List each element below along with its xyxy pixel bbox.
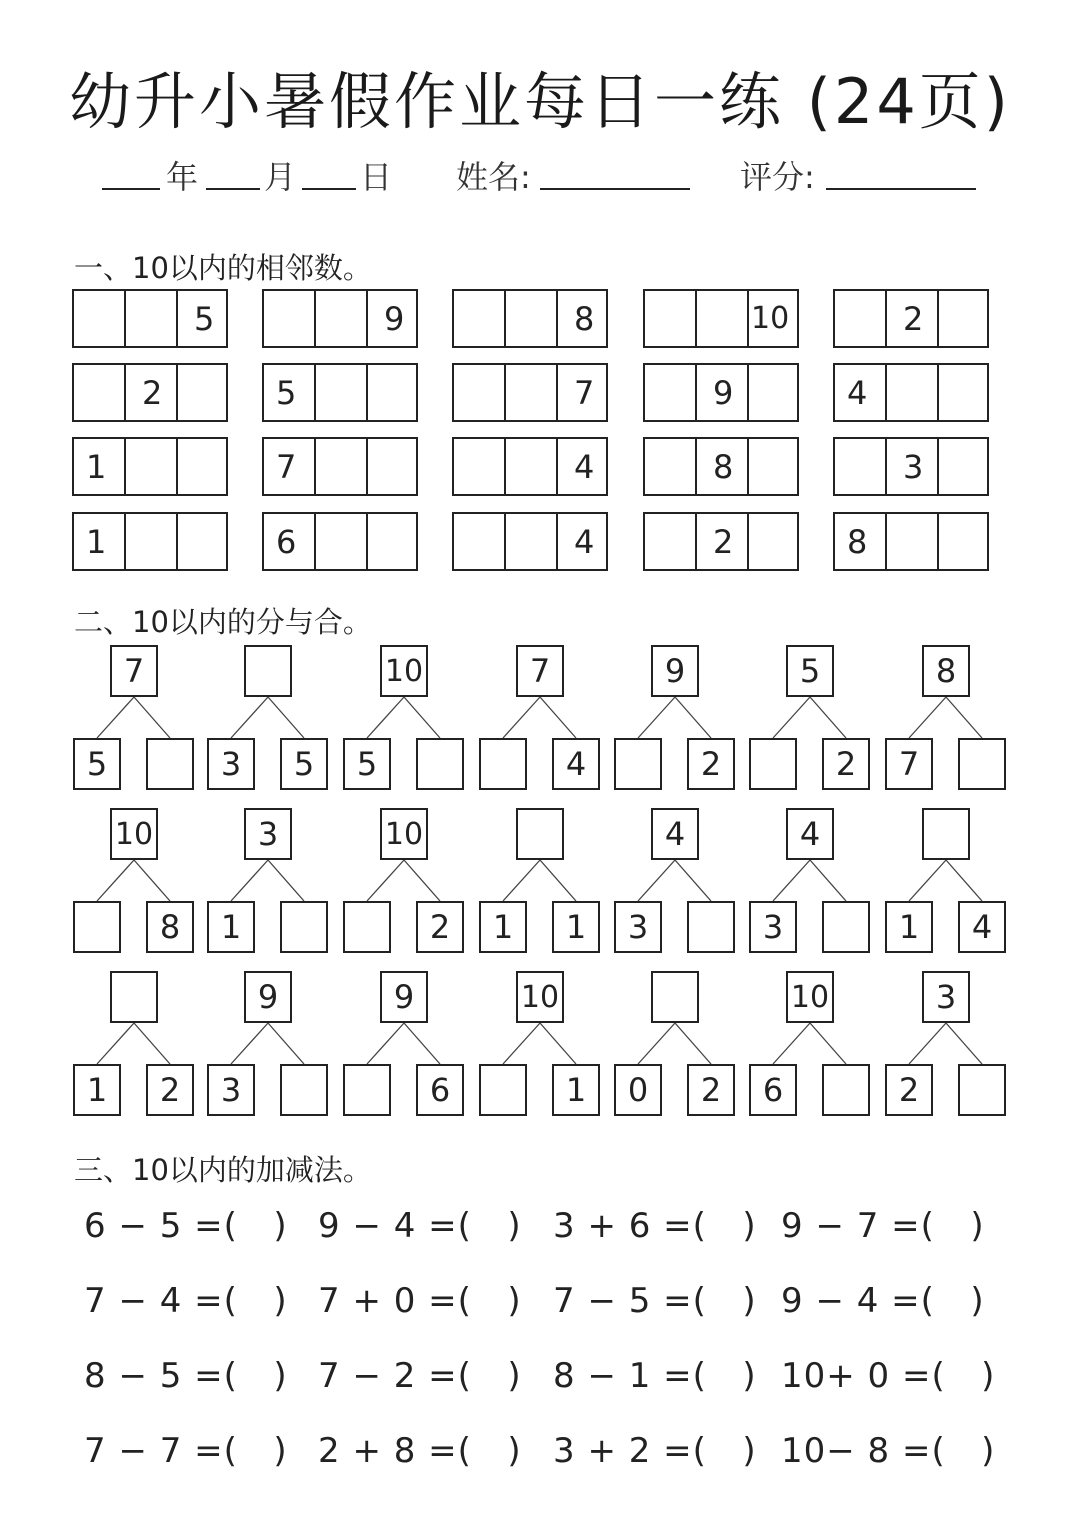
adjacent-cell[interactable]: [314, 365, 366, 420]
equation[interactable]: 9 − 4 =( ): [781, 1281, 985, 1321]
equation[interactable]: 6 − 5 =( ): [84, 1206, 288, 1246]
section-2-heading: 二、10以内的分与合。: [74, 605, 372, 639]
bond-part-left-box: 6: [749, 1064, 797, 1116]
bond-whole-box[interactable]: [244, 645, 292, 697]
adjacent-cell: 4: [847, 373, 868, 412]
equation[interactable]: 2 + 8 =( ): [318, 1431, 522, 1471]
adjacent-strip: [452, 437, 608, 496]
bond-line-right: [134, 697, 170, 738]
bond-whole-box: 9: [380, 971, 428, 1023]
bond-part-right-box[interactable]: [958, 738, 1006, 790]
bond-part-right-box[interactable]: [687, 901, 735, 953]
bond-line-left: [773, 1023, 810, 1064]
bond-line-left: [231, 860, 268, 901]
bond-line-right: [946, 697, 982, 738]
adjacent-strip: [72, 363, 228, 422]
adjacent-cell[interactable]: [72, 291, 124, 346]
bond-part-left-box: 1: [73, 1064, 121, 1116]
bond-line-left: [231, 1023, 268, 1064]
bond-line-left: [909, 697, 946, 738]
adjacent-cell: 1: [86, 522, 107, 561]
adjacent-cell: 7: [556, 365, 608, 420]
bond-part-left-box[interactable]: [479, 738, 527, 790]
equation[interactable]: 8 − 5 =( ): [84, 1356, 288, 1396]
adjacent-cell: 2: [695, 514, 747, 569]
adjacent-cell[interactable]: [643, 439, 695, 494]
adjacent-cell[interactable]: [72, 365, 124, 420]
adjacent-cell: 3: [885, 439, 937, 494]
adjacent-cell[interactable]: [937, 439, 989, 494]
bond-line-left: [97, 697, 134, 738]
bond-whole-box[interactable]: [110, 971, 158, 1023]
bond-line-right: [540, 697, 576, 738]
bond-whole-box: 9: [651, 645, 699, 697]
equation[interactable]: 10− 8 =( ): [781, 1431, 996, 1471]
adjacent-cell: 5: [276, 373, 297, 412]
adjacent-cell[interactable]: [314, 439, 366, 494]
bond-line-right: [675, 697, 711, 738]
bond-line-left: [503, 1023, 540, 1064]
page-title: 幼升小暑假作业每日一练 (24页): [69, 65, 1011, 138]
adjacent-cell: 9: [695, 365, 747, 420]
equation[interactable]: 7 − 7 =( ): [84, 1431, 288, 1471]
adjacent-strip: [833, 437, 989, 496]
bond-whole-box: 4: [786, 808, 834, 860]
bond-part-left-box: 3: [207, 1064, 255, 1116]
adjacent-cell[interactable]: [747, 514, 799, 569]
adjacent-cell[interactable]: [452, 365, 504, 420]
bond-line-left: [231, 697, 268, 738]
adjacent-strip: [452, 363, 608, 422]
bond-part-left-box[interactable]: [479, 1064, 527, 1116]
bond-line-right: [134, 1023, 170, 1064]
bond-whole-box: 8: [922, 645, 970, 697]
bond-part-right-box[interactable]: [280, 901, 328, 953]
adjacent-cell[interactable]: [124, 439, 176, 494]
bond-whole-box: 5: [786, 645, 834, 697]
day-blank: [302, 188, 356, 190]
score-blank: [826, 188, 976, 190]
adjacent-cell[interactable]: [262, 291, 314, 346]
adjacent-strip: [262, 289, 418, 348]
bond-whole-box: 10: [380, 808, 428, 860]
bond-part-left-box[interactable]: [749, 738, 797, 790]
adjacent-cell[interactable]: [452, 514, 504, 569]
bond-line-left: [638, 860, 675, 901]
bond-part-left-box: 3: [749, 901, 797, 953]
bond-line-left: [503, 860, 540, 901]
bond-part-right-box[interactable]: [958, 1064, 1006, 1116]
adjacent-cell[interactable]: [314, 291, 366, 346]
adjacent-cell[interactable]: [504, 291, 556, 346]
bond-part-left-box[interactable]: [343, 1064, 391, 1116]
adjacent-strip: [262, 437, 418, 496]
adjacent-strip: [833, 512, 989, 571]
adjacent-strip: [643, 437, 799, 496]
adjacent-cell[interactable]: [643, 365, 695, 420]
bond-part-left-box: 3: [207, 738, 255, 790]
bond-part-left-box[interactable]: [614, 738, 662, 790]
bond-line-right: [675, 1023, 711, 1064]
adjacent-cell: 8: [847, 522, 868, 561]
bond-part-right-box: 2: [416, 901, 464, 953]
adjacent-strip: [643, 512, 799, 571]
adjacent-cell[interactable]: [695, 291, 747, 346]
month-label: 月: [264, 158, 297, 196]
bond-part-right-box: 2: [687, 1064, 735, 1116]
adjacent-cell[interactable]: [314, 514, 366, 569]
bond-whole-box[interactable]: [516, 808, 564, 860]
adjacent-cell: 2: [124, 365, 176, 420]
bond-line-right: [540, 1023, 576, 1064]
adjacent-strip: [452, 512, 608, 571]
equation[interactable]: 3 + 6 =( ): [553, 1206, 757, 1246]
bond-line-left: [909, 860, 946, 901]
bond-line-right: [268, 860, 304, 901]
adjacent-cell[interactable]: [504, 514, 556, 569]
adjacent-strip: [262, 363, 418, 422]
bond-line-left: [638, 697, 675, 738]
bond-part-left-box[interactable]: [343, 901, 391, 953]
adjacent-cell[interactable]: [937, 514, 989, 569]
bond-whole-box[interactable]: [651, 971, 699, 1023]
adjacent-cell[interactable]: [176, 365, 228, 420]
bond-part-right-box: 2: [146, 1064, 194, 1116]
bond-part-right-box[interactable]: [146, 738, 194, 790]
adjacent-cell: 8: [556, 291, 608, 346]
bond-part-right-box: 5: [280, 738, 328, 790]
bond-line-right: [946, 1023, 982, 1064]
bond-whole-box: 7: [516, 645, 564, 697]
adjacent-strip: [72, 437, 228, 496]
bond-line-left: [97, 1023, 134, 1064]
bond-whole-box: 10: [110, 808, 158, 860]
equation[interactable]: 7 − 5 =( ): [553, 1281, 757, 1321]
bond-whole-box: 10: [516, 971, 564, 1023]
bond-line-right: [404, 1023, 440, 1064]
bond-part-left-box[interactable]: [73, 901, 121, 953]
adjacent-cell[interactable]: [643, 514, 695, 569]
adjacent-cell[interactable]: [452, 291, 504, 346]
bond-whole-box: 10: [380, 645, 428, 697]
adjacent-cell[interactable]: [124, 291, 176, 346]
adjacent-cell: 7: [276, 447, 297, 486]
score-label: 评分:: [740, 158, 815, 196]
adjacent-cell[interactable]: [124, 514, 176, 569]
adjacent-cell[interactable]: [176, 514, 228, 569]
equation[interactable]: 8 − 1 =( ): [553, 1356, 757, 1396]
adjacent-cell[interactable]: [747, 439, 799, 494]
adjacent-cell: 10: [747, 291, 799, 346]
section-1-heading: 一、10以内的相邻数。: [74, 251, 372, 285]
equation[interactable]: 7 + 0 =( ): [318, 1281, 522, 1321]
bond-part-right-box[interactable]: [416, 738, 464, 790]
adjacent-cell[interactable]: [833, 291, 885, 346]
adjacent-strip: [643, 363, 799, 422]
bond-line-left: [638, 1023, 675, 1064]
adjacent-cell[interactable]: [747, 365, 799, 420]
bond-line-left: [773, 860, 810, 901]
bond-line-left: [367, 1023, 404, 1064]
bond-part-left-box: 2: [885, 1064, 933, 1116]
bond-line-left: [773, 697, 810, 738]
name-blank: [540, 188, 690, 190]
bond-line-left: [97, 860, 134, 901]
bond-part-right-box: 2: [687, 738, 735, 790]
adjacent-cell: 2: [885, 291, 937, 346]
adjacent-strip: [72, 512, 228, 571]
bond-line-right: [675, 860, 711, 901]
adjacent-cell[interactable]: [366, 514, 418, 569]
bond-line-right: [268, 697, 304, 738]
bond-line-right: [946, 860, 982, 901]
bond-part-left-box: 1: [207, 901, 255, 953]
bond-line-right: [810, 697, 846, 738]
bond-part-right-box: 4: [552, 738, 600, 790]
month-blank: [206, 188, 260, 190]
bond-whole-box: 4: [651, 808, 699, 860]
bond-whole-box: 9: [244, 971, 292, 1023]
bond-part-right-box: 1: [552, 1064, 600, 1116]
adjacent-cell: 4: [556, 439, 608, 494]
bond-line-left: [367, 860, 404, 901]
bond-line-right: [268, 1023, 304, 1064]
adjacent-strip: [72, 289, 228, 348]
bond-part-left-box: 3: [614, 901, 662, 953]
equation[interactable]: 3 + 2 =( ): [553, 1431, 757, 1471]
equation[interactable]: 9 − 7 =( ): [781, 1206, 985, 1246]
section-3-heading: 三、10以内的加减法。: [74, 1153, 372, 1187]
bond-line-right: [404, 860, 440, 901]
adjacent-cell[interactable]: [937, 291, 989, 346]
bond-part-right-box: 2: [822, 738, 870, 790]
bond-line-right: [810, 1023, 846, 1064]
adjacent-strip: [643, 289, 799, 348]
day-label: 日: [360, 158, 393, 196]
bond-whole-box: 10: [786, 971, 834, 1023]
bond-whole-box[interactable]: [922, 808, 970, 860]
bond-line-left: [367, 697, 404, 738]
equation[interactable]: 7 − 2 =( ): [318, 1356, 522, 1396]
adjacent-cell[interactable]: [366, 439, 418, 494]
year-label: 年: [166, 158, 199, 196]
equation[interactable]: 9 − 4 =( ): [318, 1206, 522, 1246]
bond-part-right-box: 6: [416, 1064, 464, 1116]
adjacent-cell[interactable]: [504, 365, 556, 420]
bond-part-left-box: 1: [479, 901, 527, 953]
bond-part-left-box: 7: [885, 738, 933, 790]
bond-line-right: [134, 860, 170, 901]
year-blank: [102, 188, 160, 190]
bond-whole-box: 3: [244, 808, 292, 860]
adjacent-strip: [833, 289, 989, 348]
bond-part-right-box: 8: [146, 901, 194, 953]
bond-part-right-box[interactable]: [822, 901, 870, 953]
adjacent-cell[interactable]: [176, 439, 228, 494]
bond-line-left: [909, 1023, 946, 1064]
equation[interactable]: 10+ 0 =( ): [781, 1356, 996, 1396]
name-label: 姓名:: [456, 158, 531, 196]
adjacent-cell[interactable]: [885, 365, 937, 420]
adjacent-strip: [452, 289, 608, 348]
bond-part-right-box: 1: [552, 901, 600, 953]
bond-line-right: [404, 697, 440, 738]
bond-line-left: [503, 697, 540, 738]
bond-part-left-box: 1: [885, 901, 933, 953]
adjacent-cell: 6: [276, 522, 297, 561]
bond-line-right: [540, 860, 576, 901]
bond-whole-box: 3: [922, 971, 970, 1023]
adjacent-cell: 4: [556, 514, 608, 569]
bond-part-left-box: 5: [73, 738, 121, 790]
bond-part-right-box[interactable]: [280, 1064, 328, 1116]
bond-line-right: [810, 860, 846, 901]
adjacent-cell[interactable]: [504, 439, 556, 494]
adjacent-cell: 9: [366, 291, 418, 346]
adjacent-strip: [262, 512, 418, 571]
adjacent-cell: 1: [86, 447, 107, 486]
adjacent-cell[interactable]: [452, 439, 504, 494]
adjacent-cell: 8: [695, 439, 747, 494]
adjacent-cell[interactable]: [833, 439, 885, 494]
equation[interactable]: 7 − 4 =( ): [84, 1281, 288, 1321]
bond-part-right-box: 4: [958, 901, 1006, 953]
bond-whole-box: 7: [110, 645, 158, 697]
bond-part-left-box: 5: [343, 738, 391, 790]
adjacent-cell[interactable]: [885, 514, 937, 569]
adjacent-cell: 5: [176, 291, 228, 346]
adjacent-cell[interactable]: [366, 365, 418, 420]
adjacent-cell[interactable]: [643, 291, 695, 346]
bond-part-left-box: 0: [614, 1064, 662, 1116]
adjacent-strip: [833, 363, 989, 422]
adjacent-cell[interactable]: [937, 365, 989, 420]
bond-part-right-box[interactable]: [822, 1064, 870, 1116]
